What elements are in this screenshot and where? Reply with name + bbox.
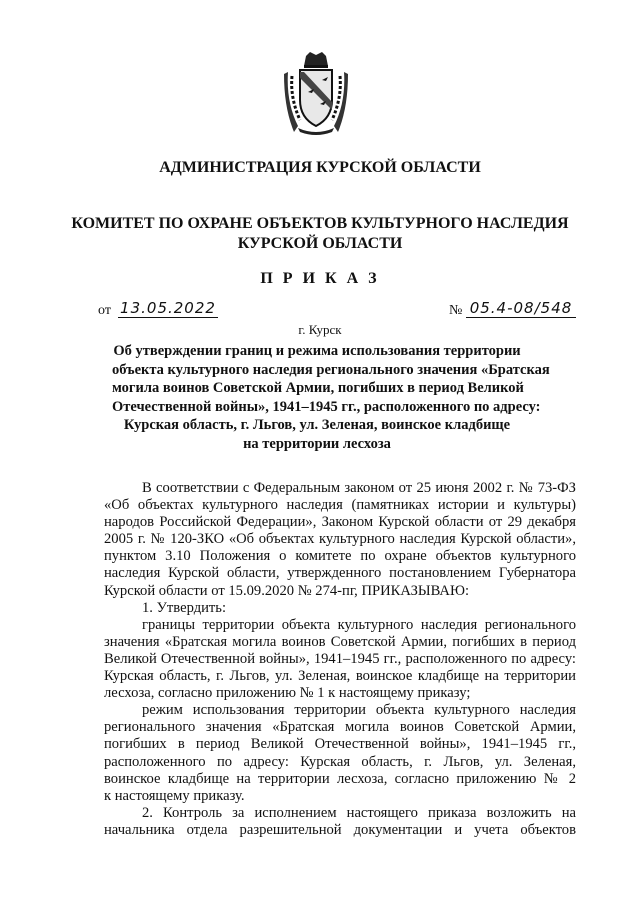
body-line: 2. Контроль за исполнением настоящего приказа возложить на [142,804,576,821]
order-body [104,480,576,839]
body-line: начальника отдела разрешительной документации и учета объектов [104,821,576,838]
subject-line: Об утверждении границ и режима использования территории [113,343,521,359]
body-line: 1. Утвердить: [142,599,227,616]
kursk-coat-of-arms-icon [284,52,348,136]
body-line: наследия Курской области, утвержденного постановлением Губернатора [104,565,576,582]
body-line: границы территории объекта культурного наследия регионального [142,616,576,633]
order-subject [112,342,550,454]
subject-line: Отечественной войны», 1941–1945 гг., расположенного по адресу: [112,398,541,415]
body-line: В соответствии с Федеральным законом от 25 июня 2002 г. № 73-ФЗ [142,480,576,496]
body-line: погибших в период Великой Отечественной войны», 1941–1945 гг., [104,736,576,753]
document-date: 13.05.2022 [118,300,218,318]
organization-name: АДМИНИСТРАЦИЯ КУРСКОЙ ОБЛАСТИ [159,159,481,176]
body-line: 2005 г. № 120-ЗКО «Об объектах культурного наследия Курской области», [104,531,576,548]
body-line: Курской области от 15.09.2020 № 274-пг, ПРИКАЗЫВАЮ: [104,582,470,599]
body-line: Курская область, г. Льгов, ул. Зеленая, воинское кладбище на территории [104,668,576,685]
subject-line: объекта культурного наследия регионального значения «Братская [112,361,550,378]
body-line: пунктом 3.10 Положения о комитете по охране объектов культурного [104,548,576,565]
document-number: 05.4-08/548 [466,300,576,318]
date-label: от [98,303,111,318]
number-label: № [449,303,463,318]
committee-name [0,214,640,254]
body-line: расположенного по адресу: Курская область, г. Льгов, ул. Зеленая, [104,753,576,770]
body-line: к настоящему приказу. [104,787,245,804]
subject-line: могила воинов Советской Армии, погибших в период Великой [112,380,524,397]
body-line: Великой Отечественной войны», 1941–1945 гг., расположенного по адресу: [104,650,576,667]
body-line: регионального значения «Братская могила воинов Советской Армии, [104,719,576,736]
body-line: значения «Братская могила воинов Советской Армии, погибших в период [104,633,576,650]
body-line: воинское кладбище на территории лесхоза, согласно приложению № 2 [104,770,576,787]
subject-line: Курская область, г. Льгов, ул. Зеленая, воинское кладбище [123,417,511,434]
body-line: народов Российской Федерации», Законом Курской области от 29 декабря [104,514,576,531]
committee-name-line-2: КУРСКОЙ ОБЛАСТИ [237,235,403,252]
city: г. Курск [298,322,342,337]
body-line: «Об объектах культурного наследия (памятниках истории и культуры) [104,497,576,514]
committee-name-line-1: КОМИТЕТ ПО ОХРАНЕ ОБЪЕКТОВ КУЛЬТУРНОГО НАСЛЕДИЯ [71,215,569,232]
body-line: режим использования территории объекта культурного наследия [142,702,576,719]
document-type: П Р И К А З [260,270,380,287]
body-line: лесхоза, согласно приложению № 1 к настоящему приказу; [104,685,471,702]
subject-line: на территории лесхоза [243,435,391,452]
